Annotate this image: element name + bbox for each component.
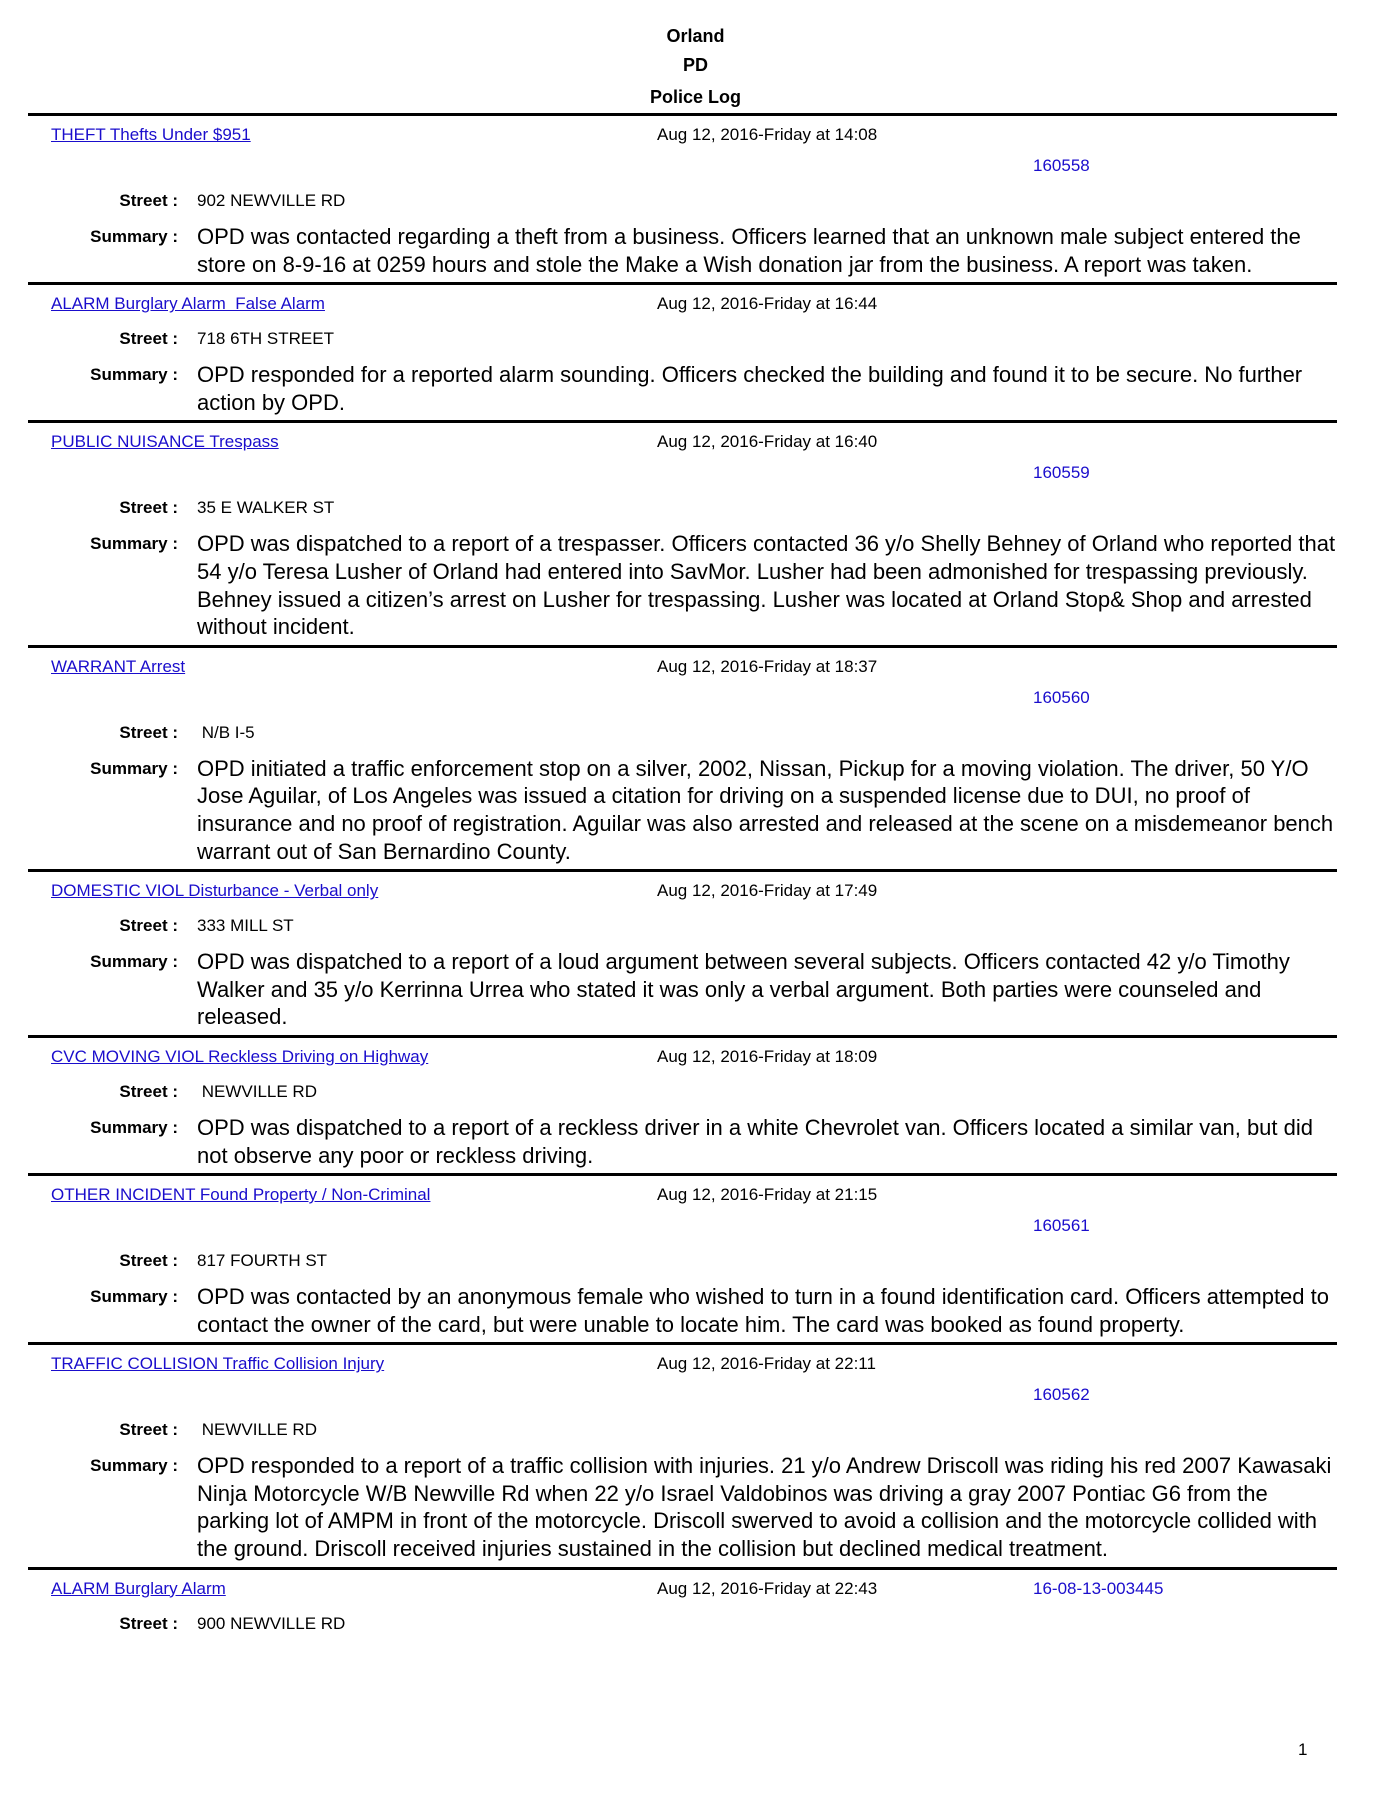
incident-date: Aug 12, 2016-Friday at 22:43	[657, 1578, 878, 1598]
incident-date: Aug 12, 2016-Friday at 14:08	[657, 125, 878, 144]
incident-date: Aug 12, 2016-Friday at 21:15	[657, 1185, 878, 1205]
log-entry	[28, 877, 1337, 1038]
case-number-link[interactable]: 160558	[1033, 156, 1090, 175]
incident-date: Aug 12, 2016-Friday at 22:11	[657, 1354, 876, 1374]
street-label: Street :	[119, 722, 178, 742]
police-log-list	[28, 113, 1337, 1642]
street-value: 333 MILL ST	[197, 916, 294, 936]
entry-header	[28, 1350, 1337, 1378]
street-value: 35 E WALKER ST	[197, 498, 335, 518]
summary-row	[28, 223, 1337, 278]
street-value: 902 NEWVILLE RD	[197, 191, 346, 210]
summary-text: OPD was dispatched to a report of a reckless driver in a white Chevrolet van. Officers located a similar van, but did not observe any poor or reckless driving.	[197, 1114, 1313, 1168]
summary-row	[28, 530, 1337, 640]
entry-header	[28, 428, 1337, 456]
street-row	[28, 912, 1337, 940]
summary-text: OPD was dispatched to a report of a loud argument between several subjects. Officers contacted 42 y/o Timothy Walker and 35 y/o Kerrinna Urrea who stated it was only a verbal argument. Both parties were counseled and released.	[197, 949, 1290, 1030]
summary-row	[28, 1452, 1337, 1562]
case-number-link[interactable]: 160559	[1033, 463, 1090, 483]
incident-type-link[interactable]: OTHER INCIDENT Found Property / Non-Criminal	[51, 1185, 431, 1205]
log-entry	[28, 1350, 1337, 1569]
entry-header	[28, 290, 1337, 318]
entry-header	[28, 653, 1337, 681]
street-row	[28, 494, 1337, 522]
street-row	[28, 719, 1337, 747]
incident-type-link[interactable]: TRAFFIC COLLISION Traffic Collision Injury	[51, 1354, 385, 1374]
incident-type-link[interactable]: ALARM Burglary Alarm False Alarm	[51, 294, 325, 314]
street-value: N/B I-5	[197, 722, 255, 742]
case-number-link[interactable]: 160562	[1033, 1385, 1090, 1405]
street-label: Street :	[119, 329, 178, 349]
entry-header	[28, 877, 1337, 905]
incident-type-link[interactable]: WARRANT Arrest	[51, 656, 186, 676]
entry-header	[28, 121, 1337, 149]
log-entry	[28, 290, 1337, 423]
summary-label: Summary :	[90, 1456, 178, 1476]
summary-row	[28, 1283, 1337, 1338]
entry-header	[28, 1043, 1337, 1071]
incident-type-link[interactable]: DOMESTIC VIOL Disturbance - Verbal only	[51, 881, 379, 901]
summary-row	[28, 755, 1337, 865]
summary-text: OPD responded to a report of a traffic collision with injuries. 21 y/o Andrew Driscoll was riding his red 2007 Kawasaki Ninja Motorcycle W/B Newville Rd when 22 y/o Israel Valdobinos was driving a gray 2007 Pontiac G6 from the parking lot of AMPM in front of the motorcycle. Driscoll swerved to avoid a collision and the motorcycle collided with the ground. Driscoll received injuries sustained in the collision but declined medical treatment.	[197, 1453, 1332, 1562]
street-value: 718 6TH STREET	[197, 329, 334, 349]
street-value: NEWVILLE RD	[197, 1081, 317, 1101]
summary-row	[28, 948, 1337, 1031]
entry-header	[28, 1181, 1337, 1209]
log-entry	[28, 1181, 1337, 1345]
summary-label: Summary :	[90, 534, 178, 554]
street-row	[28, 1610, 1337, 1638]
summary-row	[28, 361, 1337, 416]
log-entry	[28, 1043, 1337, 1176]
summary-row	[28, 1114, 1337, 1169]
street-value: 900 NEWVILLE RD	[197, 1613, 346, 1633]
incident-date: Aug 12, 2016-Friday at 16:44	[657, 294, 878, 314]
summary-label: Summary :	[90, 952, 178, 972]
street-value: 817 FOURTH ST	[197, 1251, 328, 1271]
street-label: Street :	[119, 1081, 178, 1101]
incident-type-link[interactable]: ALARM Burglary Alarm	[51, 1578, 226, 1598]
summary-text: OPD was contacted regarding a theft from a business. Officers learned that an unknown male subject entered the store on 8-9-16 at 0259 hours and stole the Make a Wish donation jar from the business. A report was taken.	[197, 224, 1301, 277]
summary-text: OPD initiated a traffic enforcement stop on a silver, 2002, Nissan, Pickup for a moving violation. The driver, 50 Y/O Jose Aguilar, of Los Angeles was issued a citation for driving on a suspended license due to DUI, no proof of insurance and no proof of registration. Aguilar was also arrested and released at the scene on a misdemeanor bench warrant out of San Bernardino County.	[197, 755, 1334, 864]
summary-label: Summary :	[90, 227, 178, 246]
summary-label: Summary :	[90, 758, 178, 778]
summary-text: OPD was dispatched to a report of a trespasser. Officers contacted 36 y/o Shelly Behney of Orland who reported that 54 y/o Teresa Lusher of Orland had entered into SavMor. Lusher had been admonished for trespassing previously. Behney issued a citizen’s arrest on Lusher for trespassing. Lusher was located at Orland Stop& Shop and arrested without incident.	[197, 531, 1336, 640]
incident-type-link[interactable]: THEFT Thefts Under $951	[51, 125, 251, 144]
incident-type-link[interactable]: CVC MOVING VIOL Reckless Driving on Highway	[51, 1046, 429, 1066]
street-label: Street :	[119, 1613, 178, 1633]
street-label: Street :	[119, 1251, 178, 1271]
summary-label: Summary :	[90, 1117, 178, 1137]
agency-name: Orland	[666, 26, 725, 46]
incident-date: Aug 12, 2016-Friday at 16:40	[657, 432, 878, 452]
log-entry	[28, 653, 1337, 872]
incident-type-link[interactable]: PUBLIC NUISANCE Trespass	[51, 432, 279, 452]
incident-date: Aug 12, 2016-Friday at 17:49	[657, 881, 878, 901]
agency-abbrev: PD	[682, 55, 708, 75]
street-value: NEWVILLE RD	[197, 1420, 317, 1440]
summary-label: Summary :	[90, 1287, 178, 1307]
incident-date: Aug 12, 2016-Friday at 18:09	[657, 1046, 878, 1066]
log-entry	[28, 428, 1337, 647]
street-row	[28, 1078, 1337, 1106]
log-entry	[28, 121, 1337, 285]
case-number-link[interactable]: 160560	[1033, 687, 1090, 707]
street-label: Street :	[119, 191, 178, 210]
case-number-link[interactable]: 16-08-13-003445	[1033, 1578, 1164, 1598]
summary-text: OPD responded for a reported alarm sounding. Officers checked the building and found it to be secure. No further action by OPD.	[197, 362, 1303, 415]
entry-header	[28, 1575, 1337, 1603]
street-label: Street :	[119, 1420, 178, 1440]
street-row	[28, 1247, 1337, 1275]
log-entry	[28, 1575, 1337, 1642]
summary-text: OPD was contacted by an anonymous female who wished to turn in a found identification card. Officers attempted to contact the owner of the card, but were unable to locate him. The card was booked as found property.	[197, 1284, 1329, 1337]
incident-date: Aug 12, 2016-Friday at 18:37	[657, 656, 878, 676]
street-label: Street :	[119, 916, 178, 936]
street-row	[28, 325, 1337, 353]
street-row	[28, 1416, 1337, 1444]
summary-label: Summary :	[90, 365, 178, 385]
street-row	[28, 187, 1337, 215]
case-number-link[interactable]: 160561	[1033, 1216, 1090, 1236]
street-label: Street :	[119, 498, 178, 518]
page-number: 1	[1298, 1740, 1308, 1759]
page-title: Police Log	[649, 87, 741, 107]
